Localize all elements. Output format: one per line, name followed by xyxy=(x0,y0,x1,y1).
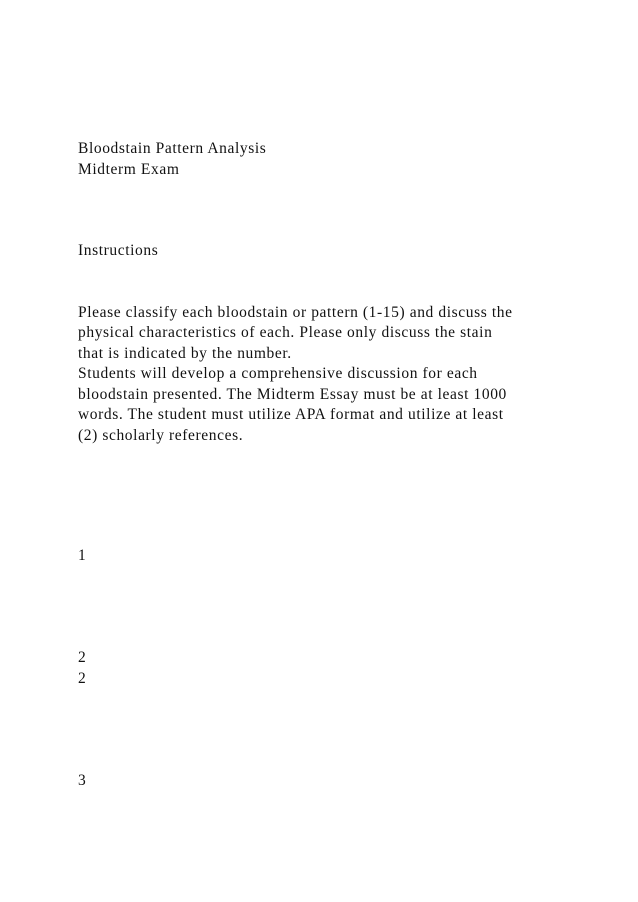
instructions-line: Students will develop a comprehensive discussion for each xyxy=(78,365,478,382)
instructions-line: Please classify each bloodstain or pattern (1-15) and discuss the xyxy=(78,304,513,321)
item-number: 1 xyxy=(78,547,87,564)
instructions-line: (2) scholarly references. xyxy=(78,427,244,444)
instructions-line: that is indicated by the number. xyxy=(78,345,292,362)
section-heading: Instructions xyxy=(78,242,159,259)
item-number: 2 xyxy=(78,670,87,687)
instructions-line: physical characteristics of each. Please only discuss the stain xyxy=(78,324,493,341)
instructions-line: words. The student must utilize APA format and utilize at least xyxy=(78,406,504,423)
document-subtitle: Midterm Exam xyxy=(78,161,180,178)
item-number: 2 xyxy=(78,649,87,666)
document-title: Bloodstain Pattern Analysis xyxy=(78,140,267,157)
instructions-line: bloodstain presented. The Midterm Essay must be at least 1000 xyxy=(78,386,507,403)
item-number: 3 xyxy=(78,772,87,789)
